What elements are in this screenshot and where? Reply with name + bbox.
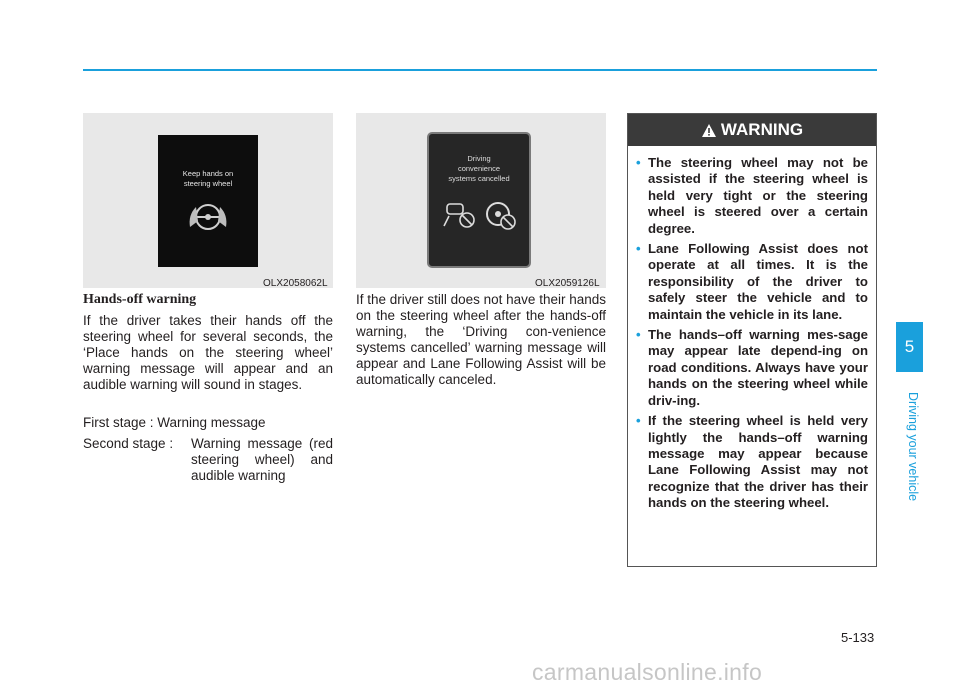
figure-caption: OLX2059126L [535,278,600,289]
steering-assist-off-icon [483,198,519,232]
cluster-display [158,135,258,267]
page-number: 5-133 [841,630,875,645]
section-title: Hands-off warning [83,292,197,307]
warning-heading: WARNING [720,120,804,139]
figure-caption: OLX2058062L [263,278,328,289]
warning-item: • If the steering wheel is held very lightly the hands–off warning message may appear because Lane Following Assist may not recognize that the driver has their hands on the steering wheel. [636,413,868,511]
first-stage-text: First stage : Warning message [83,415,266,430]
warning-triangle-icon [701,123,717,138]
warning-item: • The steering wheel may not be assisted if the steering wheel is held very tight or the steering wheel is steered over a certain degree. [636,155,868,236]
watermark: carmanualsonline.info [532,659,763,685]
warning-header [628,114,876,146]
second-stage-label: Second stage : [83,436,174,451]
bullet-icon: • [636,155,641,170]
figure-systems-cancelled [356,113,606,288]
body-paragraph: If the driver takes their hands off the steering wheel for several seconds, the ‘Place hands on the steering wheel’ warning message will appear and an audible warning will sound in stages. [83,313,333,392]
hands-on-wheel-icon [186,197,230,237]
warning-item: • The hands–off warning mes-sage may appear late depend-ing on road conditions. Always have your hands on the steering wheel while driv-ing. [636,327,868,408]
bullet-icon: • [636,241,641,257]
bullet-icon: • [636,413,641,429]
chapter-tab: 5 [896,322,923,372]
top-rule [83,69,877,71]
warning-box [627,113,877,567]
bullet-icon: • [636,327,641,343]
cluster-display [427,132,531,268]
warning-list [636,155,868,516]
chapter-label: Driving your vehicle [906,392,920,502]
lane-assist-off-icon [441,200,477,230]
figure-hands-off [83,113,333,288]
cluster-message: Driving convenience systems cancelled [448,154,510,183]
cluster-message: Keep hands on steering wheel [182,169,234,188]
warning-item: • Lane Following Assist does not operate at all times. It is the responsibility of the driver to safely steer the vehicle and to maintain the vehicle in its lane. [636,241,868,322]
second-stage-text: Warning message (red steering wheel) and audible warning [191,436,333,483]
body-paragraph: If the driver still does not have their hands on the steering wheel after the hands-off warning, the ‘Driving con-venience systems cancelled’ warning message will appear and Lane Following Assist will be automatically canceled. [356,292,606,387]
